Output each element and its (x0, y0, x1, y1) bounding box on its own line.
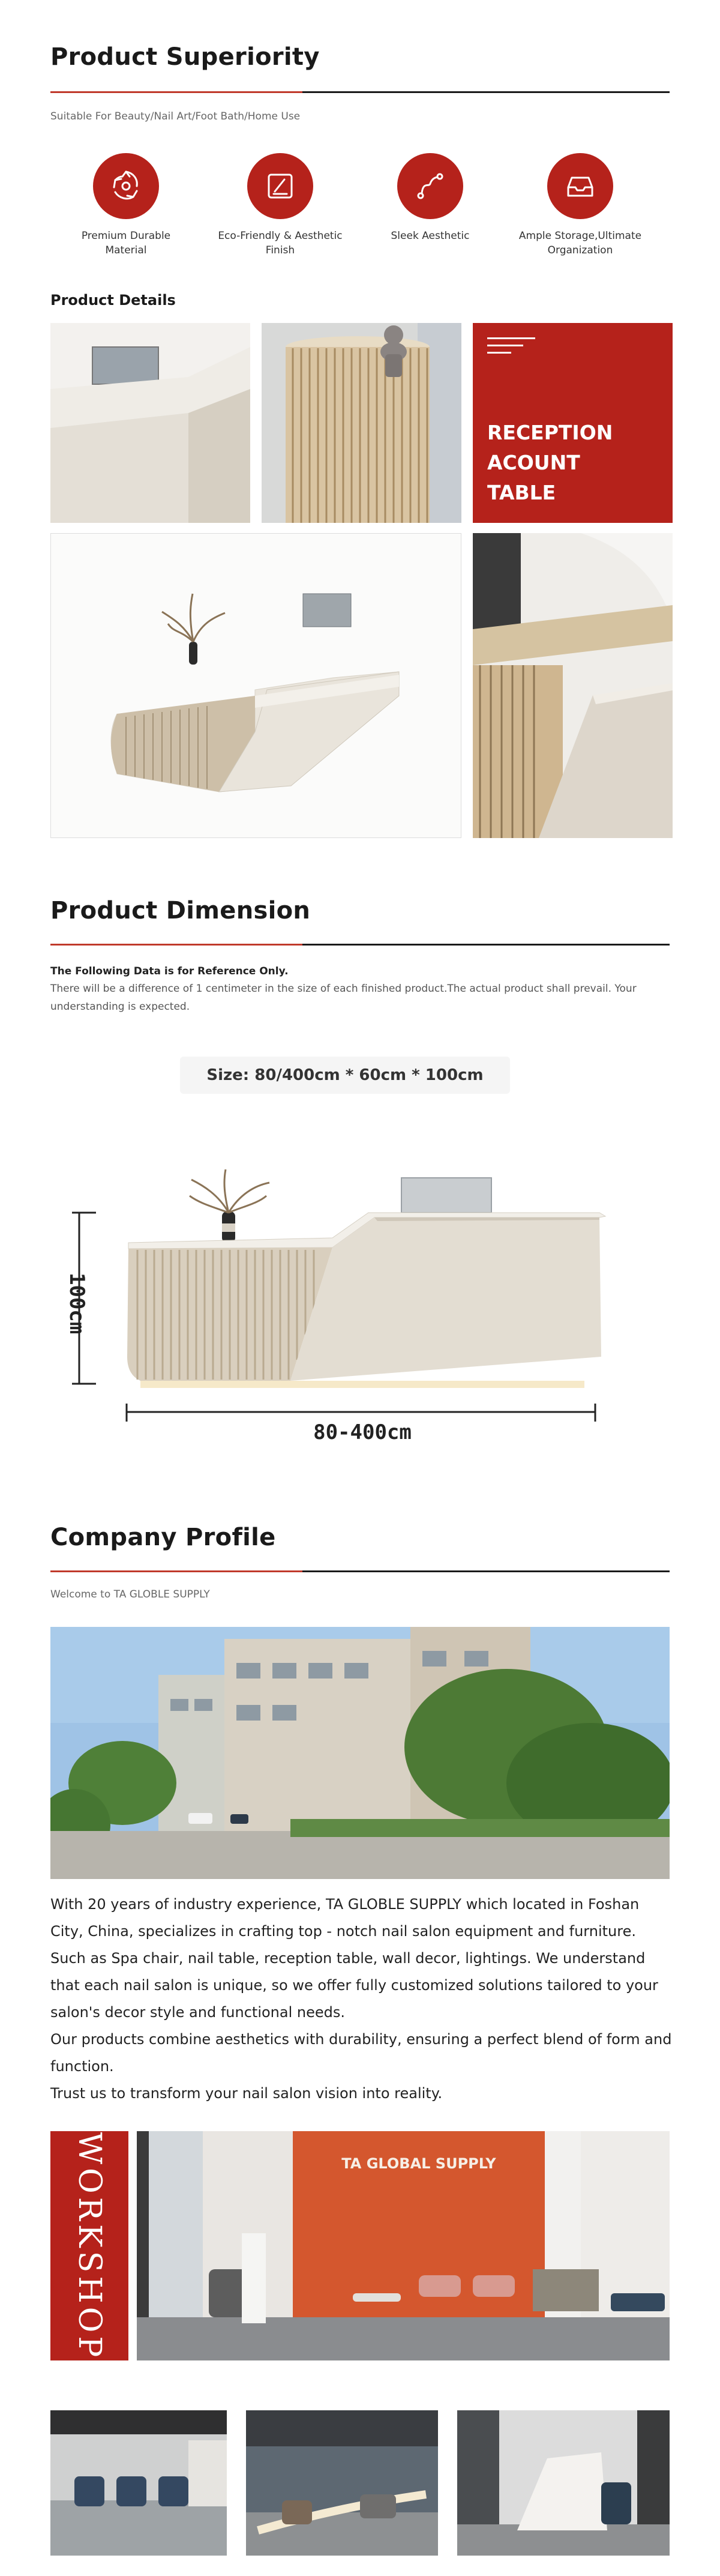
dimension-note: There will be a difference of 1 centimeter in the size of each finished product.The actual product shall prevail. Your understanding is expected. (50, 983, 637, 1013)
feature-label: Sleek Aesthetic (391, 230, 470, 242)
superiority-subtitle: Suitable For Beauty/Nail Art/Foot Bath/Home Use (50, 110, 301, 122)
workshop-label: WORKSHOP (71, 2132, 107, 2360)
details-title: Product Details (50, 292, 176, 309)
workshop-photo-3 (457, 2410, 670, 2556)
detail-photo-corner (50, 323, 250, 523)
detail-photo-closeup (473, 533, 673, 838)
width-label: 80-400cm (313, 1420, 412, 1444)
company-paragraph: With 20 years of industry experience, TA GLOBLE SUPPLY which located in Foshan City, China, specializes in crafting top - notch nail salon equipment and furniture. Such as Spa chair, nail table, reception table, wall decor, lightings. We understand that each nail salon is unique, so we offer fully customized solutions tailored to your salon's decor style and functional needs. (50, 1896, 658, 2021)
dimension-diagram (50, 1153, 670, 1453)
leaf-pen-icon (247, 153, 313, 219)
feature-item (214, 153, 346, 258)
section-divider (50, 91, 670, 93)
size-label: Size: 80/400cm * 60cm * 100cm (180, 1057, 510, 1094)
feature-item (364, 153, 496, 243)
detail-photo-slats (262, 323, 461, 523)
banner-panel (473, 323, 673, 523)
dimension-note-bold: The Following Data is for Reference Only. (50, 965, 289, 977)
feature-label: Ample Storage,Ultimate Organization (518, 230, 642, 256)
company-subtitle: Welcome to TA GLOBLE SUPPLY (50, 1588, 210, 1600)
section-divider (50, 1570, 670, 1572)
detail-photo-main (50, 533, 461, 838)
dimension-title: Product Dimension (50, 897, 311, 925)
superiority-title: Product Superiority (50, 43, 320, 71)
factory-photo (50, 1627, 670, 1879)
company-title: Company Profile (50, 1524, 276, 1551)
feature-item (514, 153, 646, 258)
recycle-icon (93, 153, 159, 219)
feature-item (60, 153, 192, 258)
curve-icon (397, 153, 463, 219)
banner-text: RECEPTION ACOUNT TABLE (487, 421, 613, 504)
section-divider (50, 944, 670, 946)
workshop-banner (50, 2131, 128, 2360)
workshop-photo-1 (50, 2410, 227, 2556)
height-label: 100cm (65, 1273, 89, 1335)
feature-label: Eco-Friendly & Aesthetic Finish (218, 230, 343, 256)
showroom-photo (137, 2131, 670, 2360)
storage-box-icon (547, 153, 613, 219)
wall-sign: TA GLOBAL SUPPLY (341, 2155, 496, 2172)
feature-label: Premium Durable Material (81, 230, 171, 256)
workshop-photo-2 (246, 2410, 438, 2556)
company-paragraph: Our products combine aesthetics with durability, ensuring a perfect blend of form and function. (50, 2031, 672, 2075)
company-paragraph: Trust us to transform your nail salon vision into reality. (50, 2085, 443, 2102)
